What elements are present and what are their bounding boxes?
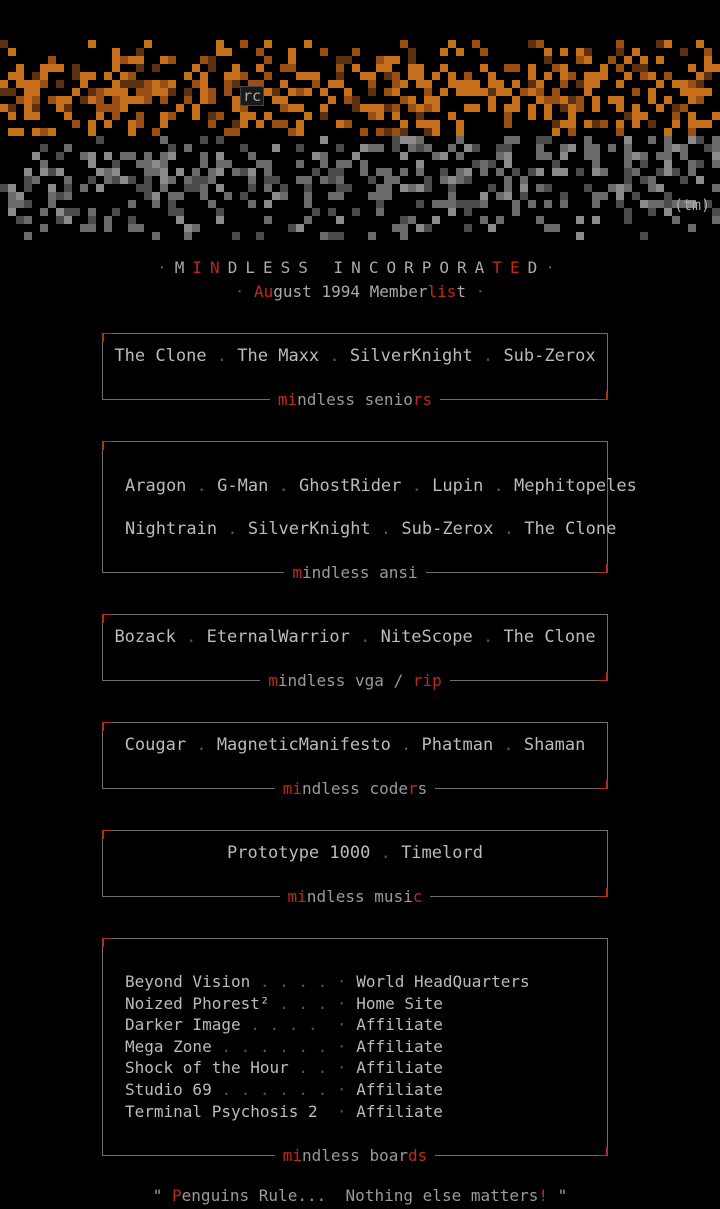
board-entry: Studio 69 . . . . . . · Affiliate bbox=[125, 1080, 443, 1099]
board-role: Home Site bbox=[356, 993, 443, 1013]
member-name: Phatman bbox=[421, 735, 494, 755]
member-name: Bozack bbox=[114, 627, 176, 647]
member-name: GhostRider bbox=[299, 476, 402, 496]
section-label: mindless ansi bbox=[103, 563, 607, 582]
board-entry: Mega Zone . . . . . . · Affiliate bbox=[125, 1036, 443, 1056]
member-row: Prototype 1000 . Timelord bbox=[227, 843, 483, 863]
board-name: Mega Zone bbox=[125, 1036, 212, 1056]
member-name: SilverKnight bbox=[349, 346, 473, 366]
member-name: Mephitopeles bbox=[514, 476, 637, 496]
board-name: Shock of the Hour bbox=[125, 1058, 289, 1078]
member-row: The Clone . The Maxx . SilverKnight . Sub-Zerox bbox=[114, 346, 596, 366]
logo-badge: rc bbox=[240, 86, 264, 106]
member-row: Aragon . G-Man . GhostRider . Lupin . Mephitopeles bbox=[125, 476, 637, 496]
member-row: Cougar . MagneticManifesto . Phatman . Shaman bbox=[124, 735, 586, 755]
member-name: Aragon bbox=[125, 476, 187, 496]
member-name: Timelord bbox=[401, 843, 483, 863]
section-ansi bbox=[102, 441, 637, 582]
board-name: Terminal Psychosis 2 bbox=[125, 1101, 318, 1121]
section-label: mindless boards bbox=[103, 1146, 607, 1165]
member-name: The Clone bbox=[114, 346, 207, 366]
member-row: Bozack . EternalWarrior . NiteScope . The Clone bbox=[114, 627, 596, 647]
member-name: Sub-Zerox bbox=[401, 519, 494, 539]
member-name: NiteScope bbox=[380, 627, 473, 647]
section-label: mindless coders bbox=[103, 779, 607, 798]
member-name: Cougar bbox=[124, 735, 187, 755]
trademark-mark: (tm) bbox=[674, 196, 711, 214]
section-seniors bbox=[102, 333, 608, 409]
board-role: Affiliate bbox=[356, 1080, 443, 1099]
board-entry: Beyond Vision . . . . · World HeadQuarters bbox=[125, 972, 530, 991]
member-name: Nightrain bbox=[125, 519, 218, 539]
member-row: Nightrain . SilverKnight . Sub-Zerox . The Clone bbox=[125, 519, 617, 539]
section-vga bbox=[102, 614, 608, 690]
page-subtitle: · August 1994 Memberlist · bbox=[234, 282, 486, 301]
member-name: The Clone bbox=[503, 627, 596, 647]
board-role: Affiliate bbox=[356, 1058, 443, 1078]
section-label: mindless seniors bbox=[103, 390, 607, 409]
board-name: Studio 69 bbox=[125, 1080, 212, 1099]
footer-quote: " Penguins Rule... Nothing else matters! " bbox=[152, 1186, 568, 1205]
mindless-logo bbox=[0, 40, 720, 240]
board-role: Affiliate bbox=[356, 1101, 443, 1121]
member-name: Sub-Zerox bbox=[503, 346, 596, 366]
member-name: G-Man bbox=[217, 476, 269, 496]
member-name: SilverKnight bbox=[247, 519, 371, 539]
subtitle-text: August 1994 Memberlist bbox=[253, 282, 467, 301]
board-entry: Terminal Psychosis 2 · Affiliate bbox=[125, 1101, 443, 1121]
page-title: ·MINDLESS INCORPORATED· bbox=[157, 258, 563, 277]
board-role: Affiliate bbox=[356, 1036, 443, 1056]
section-boards bbox=[102, 938, 608, 1165]
board-name: Darker Image bbox=[125, 1015, 241, 1035]
member-name: Shaman bbox=[523, 735, 586, 755]
member-name: MagneticManifesto bbox=[216, 735, 391, 755]
board-entry: Darker Image . . . . · Affiliate bbox=[125, 1015, 443, 1035]
section-label: mindless music bbox=[103, 887, 607, 906]
member-name: Prototype 1000 bbox=[227, 843, 371, 863]
title-text: MINDLESS INCORPORATED bbox=[174, 258, 546, 277]
section-label: mindless vga / rip bbox=[103, 671, 607, 690]
member-name: EternalWarrior bbox=[206, 627, 350, 647]
board-entry: Shock of the Hour . . · Affiliate bbox=[125, 1058, 443, 1078]
section-music bbox=[102, 830, 608, 906]
board-name: Beyond Vision bbox=[125, 972, 251, 991]
member-name: The Maxx bbox=[237, 346, 320, 366]
member-name: Lupin bbox=[432, 476, 484, 496]
board-role: Affiliate bbox=[356, 1015, 443, 1035]
section-coders bbox=[102, 722, 608, 798]
board-entry: Noized Phorest² . . . · Home Site bbox=[125, 993, 443, 1013]
board-name: Noized Phorest² bbox=[125, 993, 270, 1013]
board-role: World HeadQuarters bbox=[356, 972, 530, 991]
member-name: The Clone bbox=[524, 519, 617, 539]
